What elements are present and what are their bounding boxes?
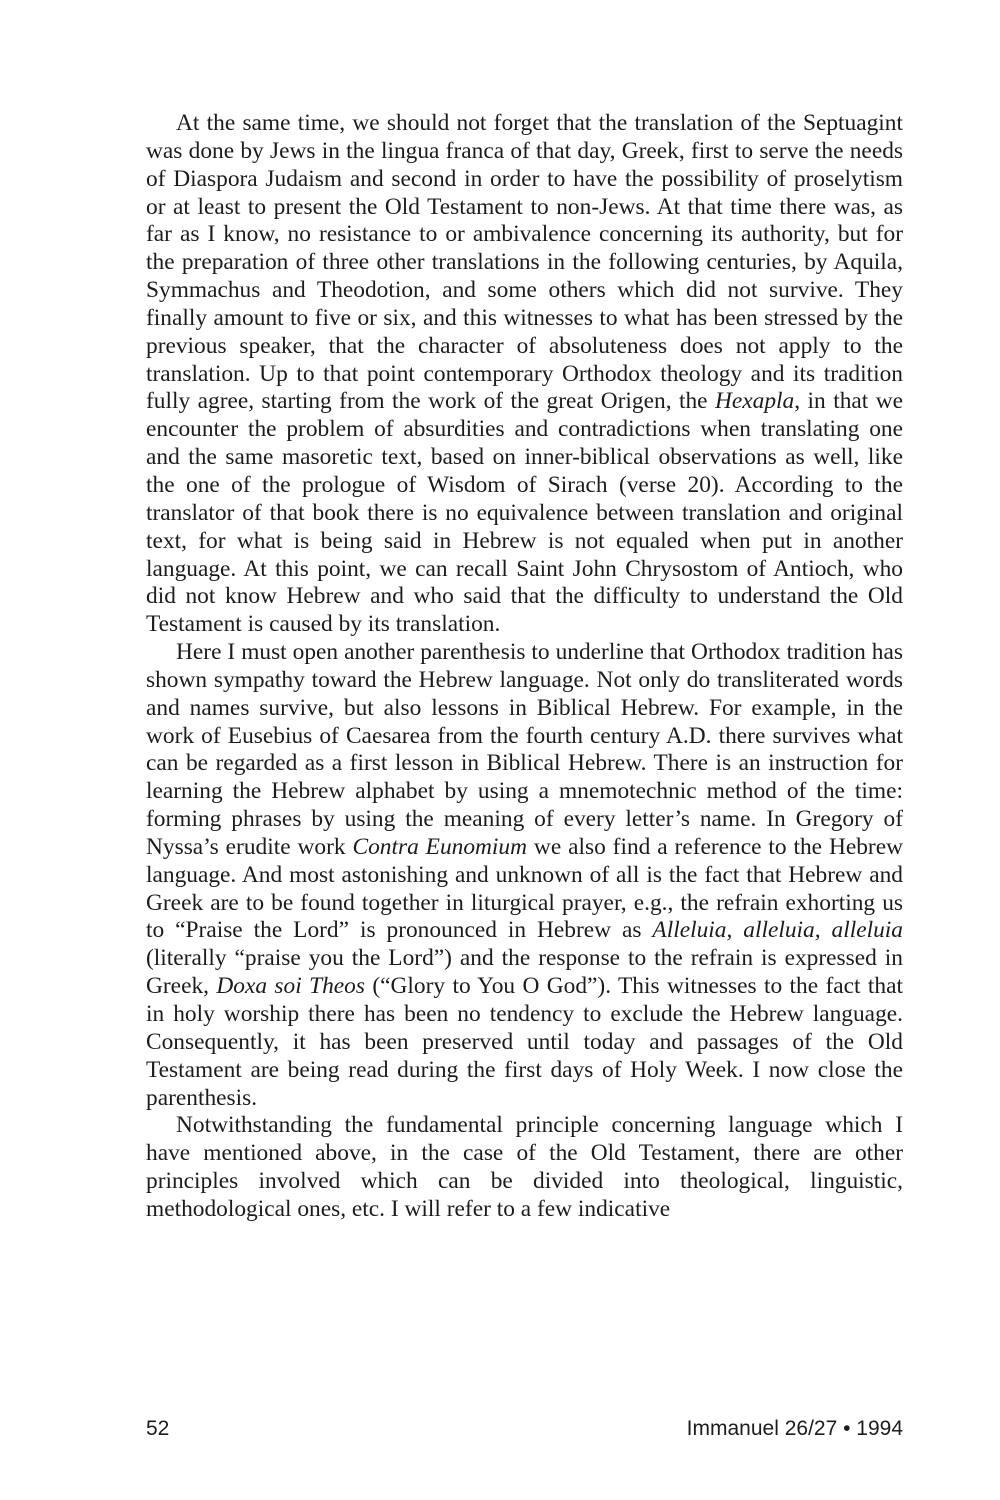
page-number: 52 [146, 1417, 170, 1440]
italic-phrase-alleluia: Alleluia, alleluia, alleluia [652, 917, 903, 944]
italic-title-hexapla: Hexapla [715, 388, 795, 415]
text-segment: (literally “praise you the Lord”) and the response to the refrain is expressed in Greek, [146, 945, 903, 1000]
italic-phrase-doxa-soi-theos: Doxa soi Theos [216, 973, 365, 1000]
text-segment: (“Glory to You O God”). This witnesses to the fact that in holy worship there has been no tendency to exclude the Hebrew language. Consequently, it has been preserved until today and passages of the Old Testament are being read during the first days of Holy Week. I now close the parenthesis. [146, 973, 903, 1111]
paragraph-1 [146, 110, 903, 639]
journal-citation: Immanuel 26/27 • 1994 [686, 1417, 903, 1440]
text-segment: Here I must open another parenthesis to underline that Orthodox tradition has shown sympathy toward the Hebrew language. Not only do transliterated words and names survive, but also lessons in Biblical Hebrew. For example, in the work of Eusebius of Caesarea from the fourth century A.D. there survives what can be regarded as a first lesson in Biblical Hebrew. There is an instruction for learning the Hebrew alphabet by using a mnemotechnic method of the time: forming phrases by using the meaning of every letter’s name. In Gregory of Nyssa’s erudite work [146, 639, 903, 860]
italic-title-contra-eunomium: Contra Eunomium [352, 833, 528, 860]
text-segment: At the same time, we should not forget that the translation of the Septuagint was done by Jews in the lingua franca of that day, Greek, first to serve the needs of Diaspora Judaism and second in order to have the possibility of proselytism or at least to present the Old Testament to non-Jews. At that time there was, as far as I know, no resistance to or ambivalence concerning its authority, but for the preparation of three other translations in the following centuries, by Aquila, Symmachus and Theodotion, and some others which did not survive. They finally amount to five or six, and this witnesses to what has been stressed by the previous speaker, that the character of absoluteness does not apply to the translation. Up to that point contemporary Orthodox theology and its tradition fully agree, starting from the work of the great Origen, the [146, 110, 903, 415]
text-segment: Notwithstanding the fundamental principle concerning language which I have mentioned above, in the case of the Old Testament, there are other principles involved which can be divided into theological, linguistic, methodological ones, etc. I will refer to a few indicative [146, 1112, 903, 1222]
text-segment: we also find a reference to the Hebrew language. And most astonishing and unknown of all is the fact that Hebrew and Greek are to be found together in liturgical prayer, e.g., the refrain exhorting us to “Praise the Lord” is pronounced in Hebrew as [146, 833, 903, 944]
body-text [146, 110, 903, 1224]
paragraph-2 [146, 639, 903, 1112]
text-segment: , in that we encounter the problem of absurdities and contradictions when translating one and the same masoretic text, based on inner-biblical observations as well, like the one of the prologue of Wisdom of Sirach (verse 20). According to the translator of that book there is no equivalence between translation and original text, for what is being said in Hebrew is not equaled when put in another language. At this point, we can recall Saint John Chrysostom of Antioch, who did not know Hebrew and who said that the difficulty to understand the Old Testament is caused by its translation. [146, 388, 903, 638]
paragraph-3 [146, 1112, 903, 1223]
